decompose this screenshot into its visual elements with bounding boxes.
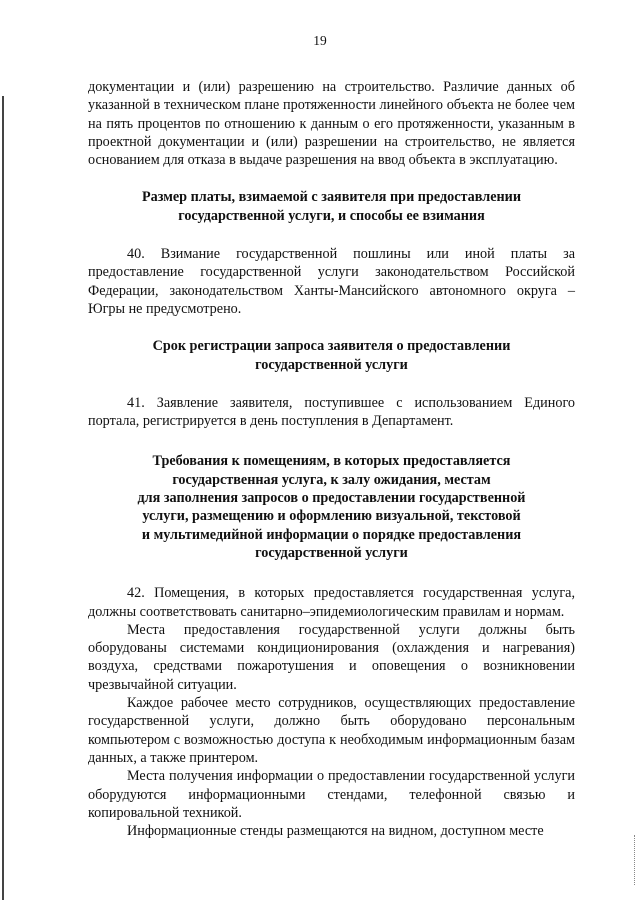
heading-line: Требования к помещениям, в которых предоставляется — [152, 453, 511, 470]
heading-line: услуги, размещению и оформлению визуальной, текстовой — [142, 508, 521, 525]
section-heading-registration — [88, 337, 575, 374]
heading-line: и мультимедийной информации о порядке предоставления — [141, 526, 522, 543]
paragraph-info-places: Места получения информации о предоставлении государственной услуги оборудуются информационными стендами, телефонной связью и копировальной техникой. — [88, 768, 575, 821]
heading-line: Срок регистрации запроса заявителя о предоставлении — [152, 338, 511, 355]
heading-line: государственная услуга, к залу ожидания, местам — [172, 471, 491, 488]
heading-line: для заполнения запросов о предоставлении государственной — [137, 490, 526, 507]
paragraph-places: Места предоставления государственной услуги должны быть оборудованы системами кондиционирования (охлаждения и нагревания) воздуха, средствами пожаротушения и оповещения о возникновении чрезвычайной ситуации. — [88, 621, 575, 693]
document-body — [88, 78, 575, 840]
heading-line: Размер платы, взимаемой с заявителя при предоставлении — [141, 189, 522, 206]
section-heading-premises — [88, 452, 575, 562]
paragraph-info-stands: Информационные стенды размещаются на видном, доступном месте — [127, 823, 544, 840]
heading-line: государственной услуги — [255, 356, 408, 373]
scan-edge-mark — [634, 835, 636, 885]
page-number: 19 — [313, 33, 327, 48]
paragraph-42: 42. Помещения, в которых предоставляется государственная услуга, должны соответствовать санитарно–эпидемиологическим правилам и нормам. — [88, 585, 575, 620]
paragraph-continuation: документации и (или) разрешению на строительство. Различие данных об указанной в техническом плане протяженности линейного объекта не более чем на пять процентов по отношению к данным о его протяженности, указанным в проектной документации и (или) разрешении на строительство, не является основанием для отказа в выдаче разрешения на ввод объекта в эксплуатацию. — [88, 79, 575, 169]
scan-margin-bar — [2, 96, 4, 900]
paragraph-41: 41. Заявление заявителя, поступившее с использованием Единого портала, регистрируется в день поступления в Департамент. — [88, 394, 575, 430]
heading-line: государственной услуги — [255, 544, 408, 561]
paragraph-workplace: Каждое рабочее место сотрудников, осуществляющих предоставление государственной услуги, должно быть оборудовано персональным компьютером с возможностью доступа к необходимым информационным базам данных, а также принтером. — [88, 695, 575, 766]
paragraph-40: 40. Взимание государственной пошлины или иной платы за предоставление государственной услуги законодательством Российской Федерации, законодательством Ханты-Мансийского автономного округа – Югры не предусмотрено. — [88, 246, 575, 317]
heading-line: государственной услуги, и способы ее взимания — [178, 207, 485, 224]
section-heading-fee — [88, 188, 575, 225]
